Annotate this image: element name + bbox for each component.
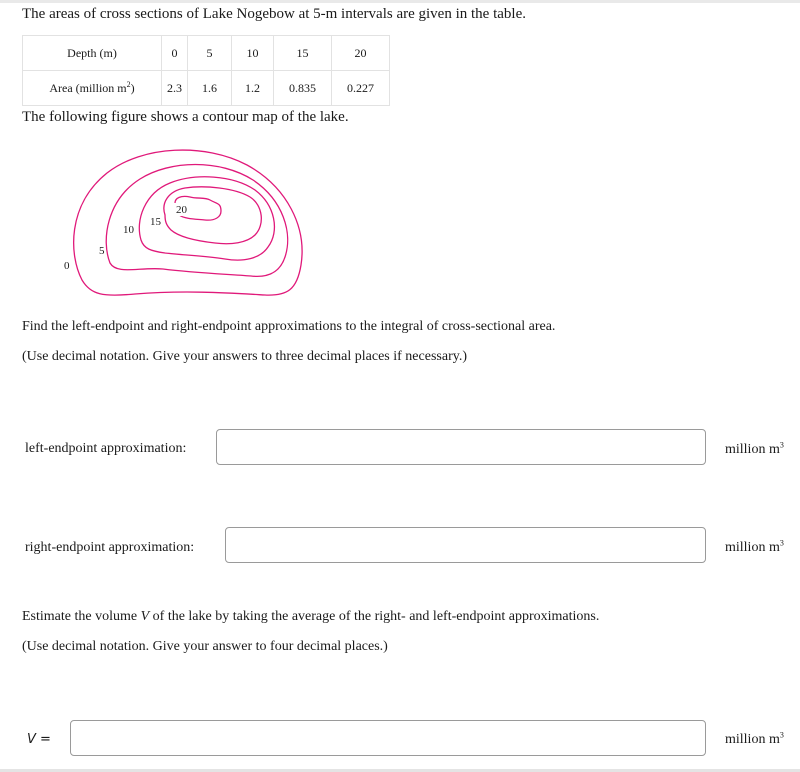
table-row-area (23, 71, 390, 106)
depth-cell: 15 (274, 36, 332, 71)
contour-label-0: 0 (64, 260, 70, 272)
question-volume-estimate: Estimate the volume V of the lake by taking the average of the right- and left-endpoint approximations. (22, 609, 600, 624)
contour-line-0 (74, 150, 302, 295)
question-volume-note: (Use decimal notation. Give your answer to four decimal places.) (22, 639, 388, 654)
depth-cell: 10 (232, 36, 274, 71)
right-endpoint-input[interactable] (225, 527, 706, 563)
depth-cell: 0 (162, 36, 188, 71)
depth-header: Depth (m) (23, 36, 162, 71)
depth-cell: 20 (332, 36, 390, 71)
area-cell: 1.6 (188, 71, 232, 106)
problem-intro: The areas of cross sections of Lake Nogebow at 5-m intervals are given in the table. (22, 6, 526, 22)
right-endpoint-label: right-endpoint approximation: (25, 540, 195, 555)
left-endpoint-input[interactable] (216, 429, 706, 465)
volume-input[interactable] (70, 720, 706, 756)
lake-contour-map (55, 145, 315, 305)
depth-cell: 5 (188, 36, 232, 71)
question-endpoint-approximations: Find the left-endpoint and right-endpoint approximations to the integral of cross-sectional area. (22, 319, 556, 334)
area-header: Area (million $m^2$) (23, 71, 162, 106)
table-row-depth (23, 36, 390, 71)
area-cell: 0.227 (332, 71, 390, 106)
left-endpoint-label: left-endpoint approximation: (25, 441, 187, 456)
contour-label-10: 10 (123, 224, 134, 236)
cross-section-table (22, 35, 390, 106)
area-cell: 0.835 (274, 71, 332, 106)
right-endpoint-unit: million $m^3$ (725, 538, 784, 555)
figure-intro: The following figure shows a contour map of the lake. (22, 109, 349, 125)
contour-label-15: 15 (150, 216, 161, 228)
contour-lines (74, 150, 302, 295)
left-endpoint-unit: million $m^3$ (725, 440, 784, 457)
contour-label-20: 20 (176, 204, 187, 216)
top-divider (0, 0, 800, 3)
contour-label-5: 5 (99, 245, 105, 257)
area-cell: 2.3 (162, 71, 188, 106)
area-cell: 1.2 (232, 71, 274, 106)
contour-line-5 (106, 165, 287, 277)
question-endpoint-note: (Use decimal notation. Give your answers to three decimal places if necessary.) (22, 349, 467, 364)
volume-label: V = (27, 732, 51, 747)
volume-unit: million $m^3$ (725, 730, 784, 747)
